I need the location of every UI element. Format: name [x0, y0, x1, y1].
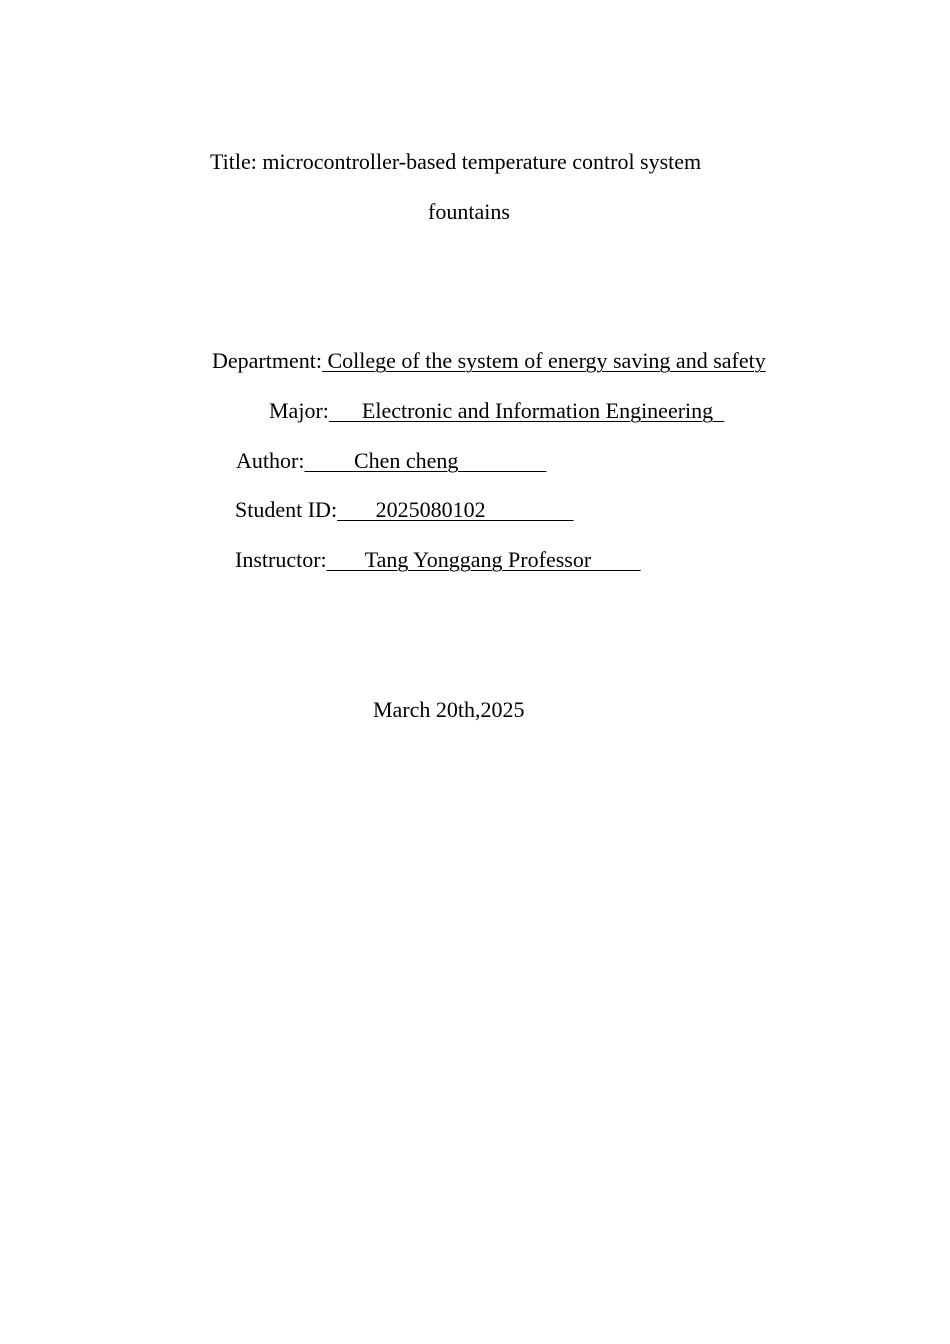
student-id-row	[235, 497, 574, 523]
author-label: Author:	[236, 448, 305, 473]
major-value: Electronic and Information Engineering	[328, 398, 725, 423]
student-id-label: Student ID:	[235, 497, 338, 522]
department-value: College of the system of energy saving and safety	[321, 348, 766, 373]
major-label: Major:	[269, 398, 329, 423]
author-value: Chen cheng	[304, 448, 547, 473]
department-row	[212, 348, 766, 374]
instructor-value: Tang Yonggang Professor	[326, 547, 641, 572]
instructor-row	[235, 547, 641, 573]
department-label: Department:	[212, 348, 322, 373]
title-line-1: Title: microcontroller-based temperature control system	[210, 149, 702, 174]
instructor-label: Instructor:	[235, 547, 327, 572]
date: March 20th,2025	[373, 697, 525, 722]
title-line-2: fountains	[428, 199, 510, 224]
student-id-value: 2025080102	[337, 497, 574, 522]
author-row	[236, 448, 546, 474]
major-row	[269, 398, 724, 424]
